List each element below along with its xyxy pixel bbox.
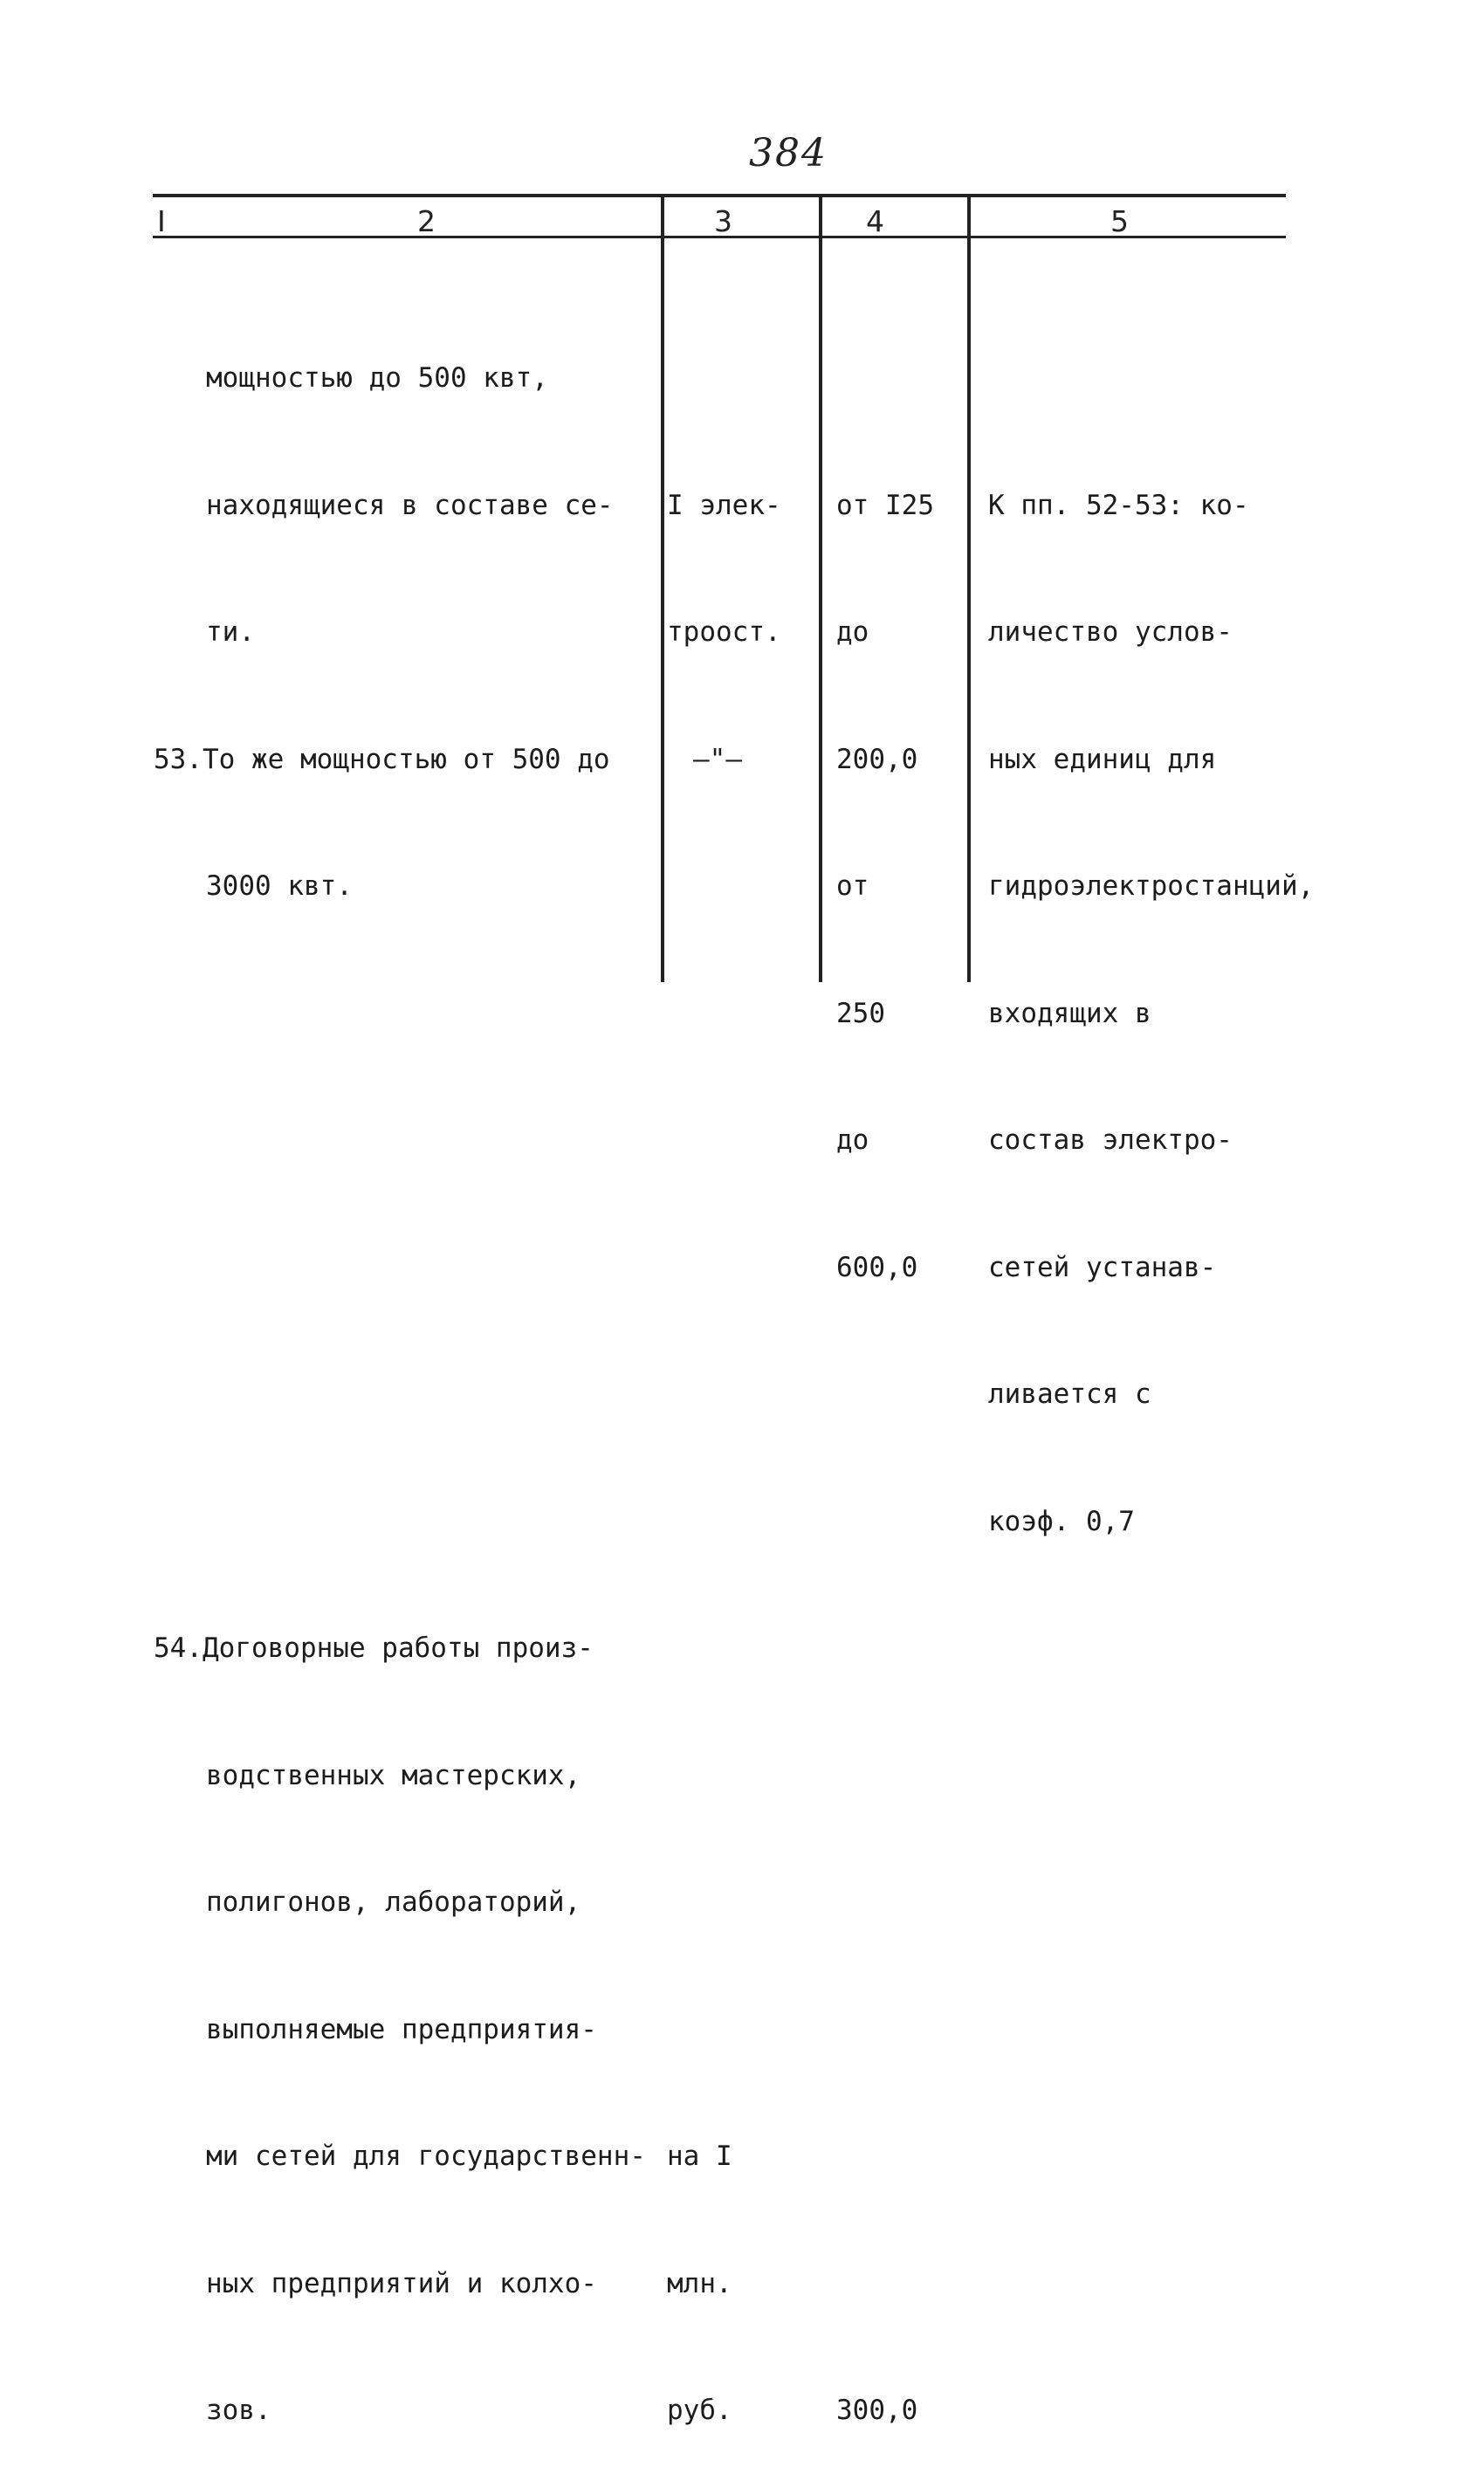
- col3-line: млн.: [667, 2267, 732, 2299]
- col4-line: [836, 1755, 964, 1797]
- column-divider-3-4: [819, 194, 822, 982]
- col2-line: ных предприятий и колхо-: [206, 2267, 597, 2299]
- col3-line: [667, 357, 817, 400]
- column-divider-2-3: [661, 194, 664, 982]
- col3-line: [667, 1755, 817, 1797]
- column-3-text: [667, 272, 817, 2474]
- col5-line: гидроэлектростанций,: [988, 870, 1315, 902]
- col3-line: троост.: [667, 616, 781, 648]
- header-col-2: 2: [417, 204, 436, 238]
- col5-line: сетей устанав-: [988, 1251, 1217, 1283]
- col4-line: 250: [836, 997, 885, 1029]
- col2-line: водственных мастерских,: [206, 1759, 581, 1791]
- column-2-text: [154, 272, 658, 2474]
- col4-line: [836, 1373, 964, 1416]
- col4-line: [836, 357, 964, 400]
- col4-line: 200,0: [836, 743, 918, 775]
- header-col-1: I: [157, 204, 166, 238]
- col3-line: [667, 993, 817, 1035]
- col4-line: [836, 2135, 964, 2178]
- col3-line: I элек-: [667, 489, 781, 521]
- col4-line: [836, 2009, 964, 2051]
- page-number: 384: [749, 131, 828, 175]
- col3-line: [667, 1247, 817, 1289]
- col3-line: [667, 1881, 817, 1924]
- header-col-4: 4: [866, 204, 884, 238]
- header-col-3: 3: [714, 204, 732, 238]
- col3-line: [667, 1373, 817, 1416]
- col5-line: состав электро-: [988, 1124, 1233, 1156]
- col2-line: [154, 1501, 658, 1543]
- col2-line: 53.То же мощностью от 500 до: [154, 743, 610, 775]
- col5-line: входящих в: [988, 997, 1151, 1029]
- col2-line: ти.: [206, 616, 255, 648]
- col2-line: [154, 1373, 658, 1416]
- header-col-5: 5: [1110, 204, 1129, 238]
- col2-line: находящиеся в составе се-: [206, 489, 614, 521]
- col4-line: [836, 2263, 964, 2306]
- col3-line: [667, 1501, 817, 1543]
- col5-line: К пп. 52-53: ко-: [988, 489, 1249, 521]
- col5-line: ливается с: [988, 1378, 1151, 1410]
- col2-line: [154, 993, 658, 1035]
- col3-line: [667, 1627, 817, 1670]
- table-top-rule: [153, 194, 1286, 197]
- col4-line: до: [836, 1124, 869, 1156]
- col5-line: коэф. 0,7: [988, 1505, 1135, 1537]
- col2-line: 54.Договорные работы произ-: [154, 1632, 594, 1664]
- col4-line: от: [836, 870, 869, 902]
- column-divider-4-5: [967, 194, 971, 982]
- col2-line: [154, 1119, 658, 1162]
- col3-line: —"—: [693, 743, 742, 775]
- col2-line: мощностью до 500 квт,: [206, 362, 548, 394]
- col4-line: до: [836, 616, 869, 648]
- col4-line: [836, 1627, 964, 1670]
- column-5-text: [988, 272, 1442, 1585]
- col3-line: на I: [667, 2141, 732, 2172]
- col5-line: личество услов-: [988, 616, 1233, 648]
- col3-line: руб.: [667, 2395, 732, 2426]
- col4-line: 600,0: [836, 1251, 918, 1283]
- col2-line: ми сетей для государственн-: [206, 2141, 646, 2172]
- col2-line: выполняемые предприятия-: [206, 2013, 597, 2045]
- col5-line: ных единиц для: [988, 743, 1217, 775]
- col4-line: [836, 1501, 964, 1543]
- col2-line: зов.: [206, 2395, 271, 2426]
- col4-line: [836, 1881, 964, 1924]
- column-4-text: [836, 272, 964, 2474]
- col2-line: 3000 квт.: [206, 870, 353, 902]
- col3-line: [667, 2009, 817, 2051]
- col5-line: [988, 357, 1442, 400]
- col2-line: полигонов, лабораторий,: [206, 1886, 581, 1918]
- col4-line: от I25: [836, 489, 934, 521]
- col2-line: [154, 1247, 658, 1289]
- col3-line: [667, 1119, 817, 1162]
- col3-line: [667, 865, 817, 908]
- col4-line: 300,0: [836, 2395, 918, 2426]
